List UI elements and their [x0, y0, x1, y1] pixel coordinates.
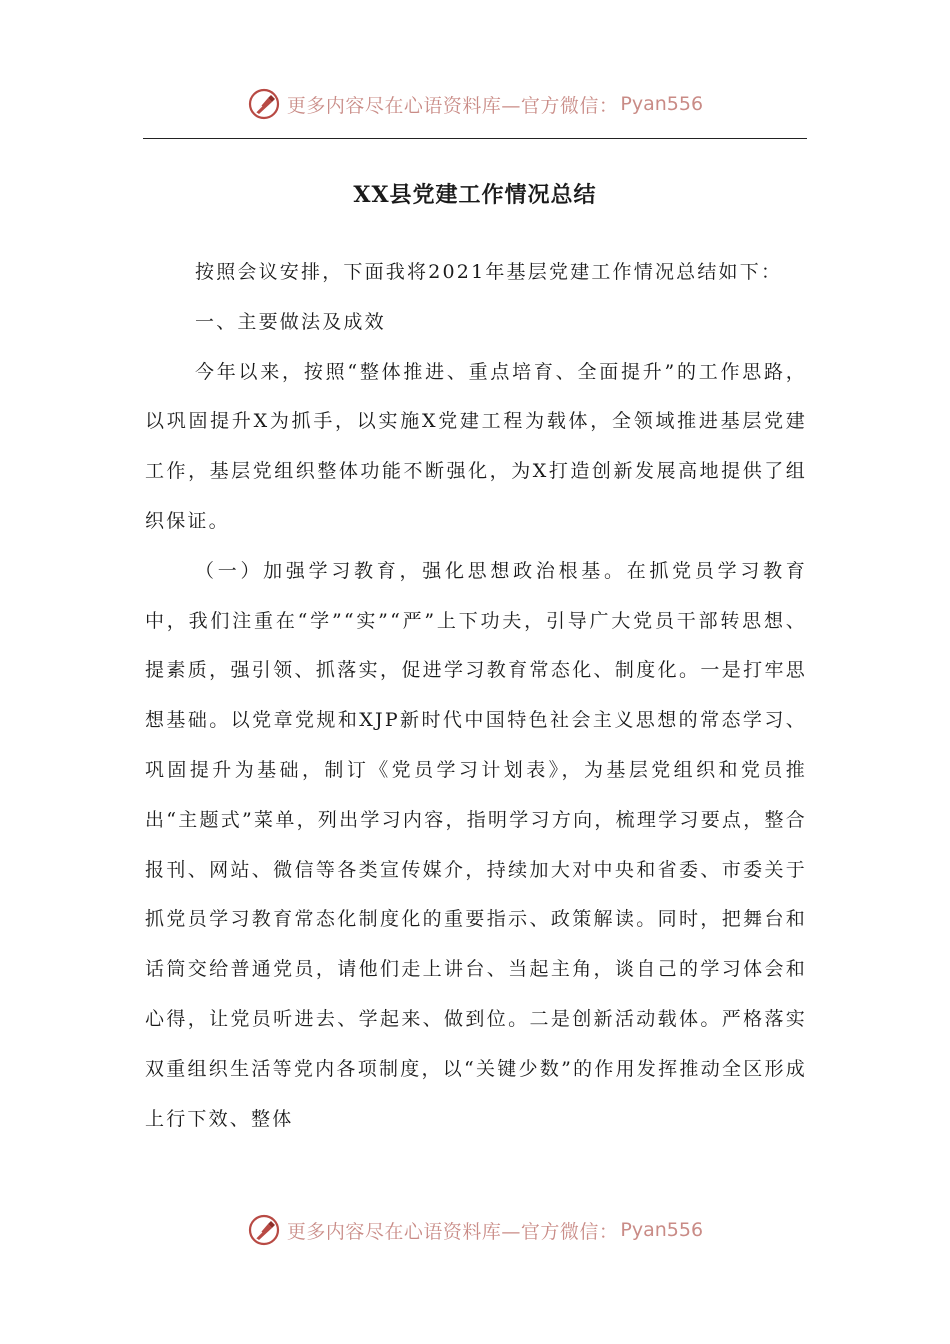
watermark-wechat-id: Pyan556	[620, 93, 704, 115]
pen-nib-logo-icon	[247, 87, 281, 121]
body-paragraph-subsection: （一）加强学习教育，强化思想政治根基。在抓党员学习教育中，我们注重在“学”“实”“严”上下功夫，引导广大党员干部转思想、提素质，强引领、抓落实，促进学习教育常态化、制度化。一是打牢思想基础。以党章党规和XJP新时代中国特色社会主义思想的常态学习、巩固提升为基础，制订《党员学习计划表》，为基层党组织和党员推出“主题式”菜单，列出学习内容，指明学习方向，梳理学习要点，整合报刊、网站、微信等各类宣传媒介，持续加大对中央和省委、市委关于抓党员学习教育常态化制度化的重要指示、政策解读。同时，把舞台和话筒交给普通党员，请他们走上讲台、当起主角，谈自己的学习体会和心得，让党员听进去、学起来、做到位。二是创新活动载体。严格落实双重组织生活等党内各项制度，以“关键少数”的作用发挥推动全区形成上行下效、整体	[145, 559, 807, 1130]
watermark-wechat-id: Pyan556	[620, 1219, 704, 1241]
pen-nib-logo-icon	[247, 1213, 281, 1247]
body-paragraph-intro: 按照会议安排，下面我将2021年基层党建工作情况总结如下：	[195, 261, 783, 283]
watermark-text: 更多内容尽在心语资料库—官方微信：	[286, 94, 619, 117]
section-heading: 一、主要做法及成效	[195, 310, 386, 333]
body-paragraph-overview: 今年以来，按照“整体推进、重点培育、全面提升”的工作思路，以巩固提升X为抓手，以实施X党建工程为载体，全领域推进基层党建工作，基层党组织整体功能不断强化，为X打造创新发展高地提供了组织保证。	[145, 360, 807, 532]
watermark-banner-bottom	[0, 1210, 950, 1250]
document-title: XX县党建工作情况总结	[353, 182, 597, 208]
document-body	[145, 248, 807, 1144]
header-divider	[143, 138, 807, 139]
watermark-text: 更多内容尽在心语资料库—官方微信：	[286, 1220, 619, 1243]
watermark-banner-top	[0, 84, 950, 124]
